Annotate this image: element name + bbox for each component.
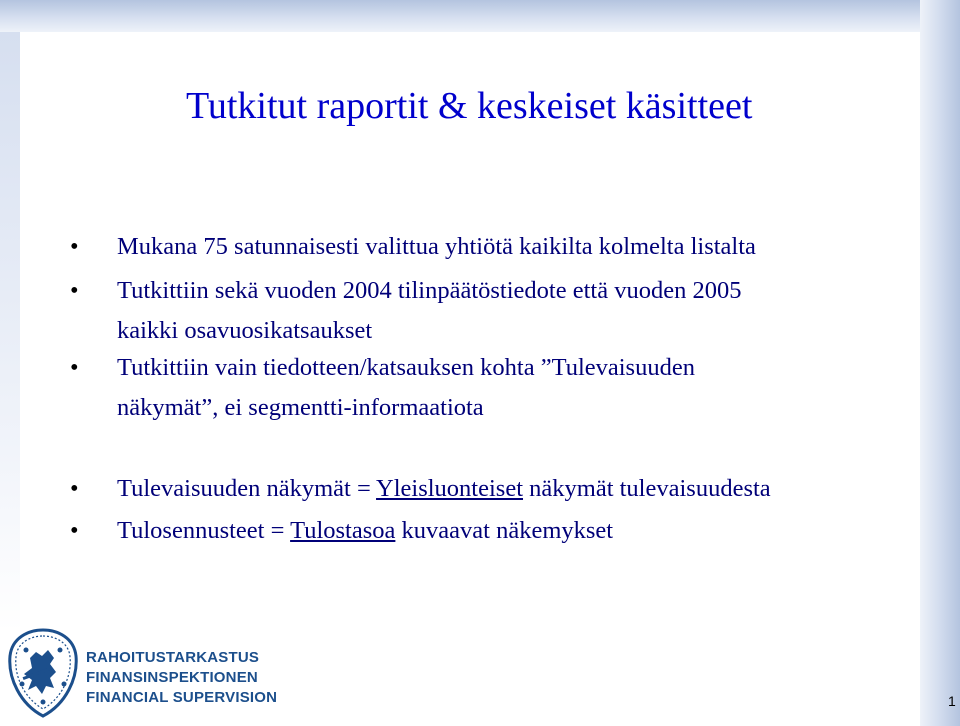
bullet-text: Tutkittiin sekä vuoden 2004 tilinpäätöstiedote että vuoden 2005 kaikki osavuosikatsaukset bbox=[117, 277, 742, 344]
bullet-dot: • bbox=[70, 517, 79, 544]
bullet-text: Tutkittiin vain tiedotteen/katsauksen kohta ”Tulevaisuuden näkymät”, ei segmentti-informaatiota bbox=[117, 354, 695, 421]
slide-top-border bbox=[0, 0, 960, 32]
bullet-dot: • bbox=[70, 354, 79, 381]
underlined-term: Yleisluonteiset bbox=[376, 475, 524, 502]
logo-line: FINANCIAL SUPERVISION bbox=[86, 689, 278, 706]
bullet-dot: • bbox=[70, 475, 79, 502]
page-number: 1 bbox=[948, 693, 956, 709]
slide-right-border bbox=[920, 0, 960, 726]
bullet-text: Tulevaisuuden näkymät = Yleisluonteiset näkymät tulevaisuudesta bbox=[117, 475, 771, 502]
organization-logo-text bbox=[86, 648, 277, 708]
logo-line: FINANSINSPEKTIONEN bbox=[86, 669, 258, 686]
lion-emblem-icon bbox=[6, 628, 80, 718]
slide-title: Tutkitut raportit & keskeiset käsitteet bbox=[186, 85, 753, 127]
bullet-text: Mukana 75 satunnaisesti valittua yhtiötä kaikilta kolmelta listalta bbox=[117, 233, 756, 260]
slide-left-border bbox=[0, 32, 20, 632]
logo-line: RAHOITUSTARKASTUS bbox=[86, 649, 260, 666]
bullet-dot: • bbox=[70, 233, 79, 260]
bullet-text: Tulosennusteet = Tulostasoa kuvaavat näkemykset bbox=[117, 517, 614, 544]
slide-canvas bbox=[20, 32, 920, 726]
bullet-dot: • bbox=[70, 277, 79, 304]
underlined-term: Tulostasoa bbox=[290, 517, 396, 544]
